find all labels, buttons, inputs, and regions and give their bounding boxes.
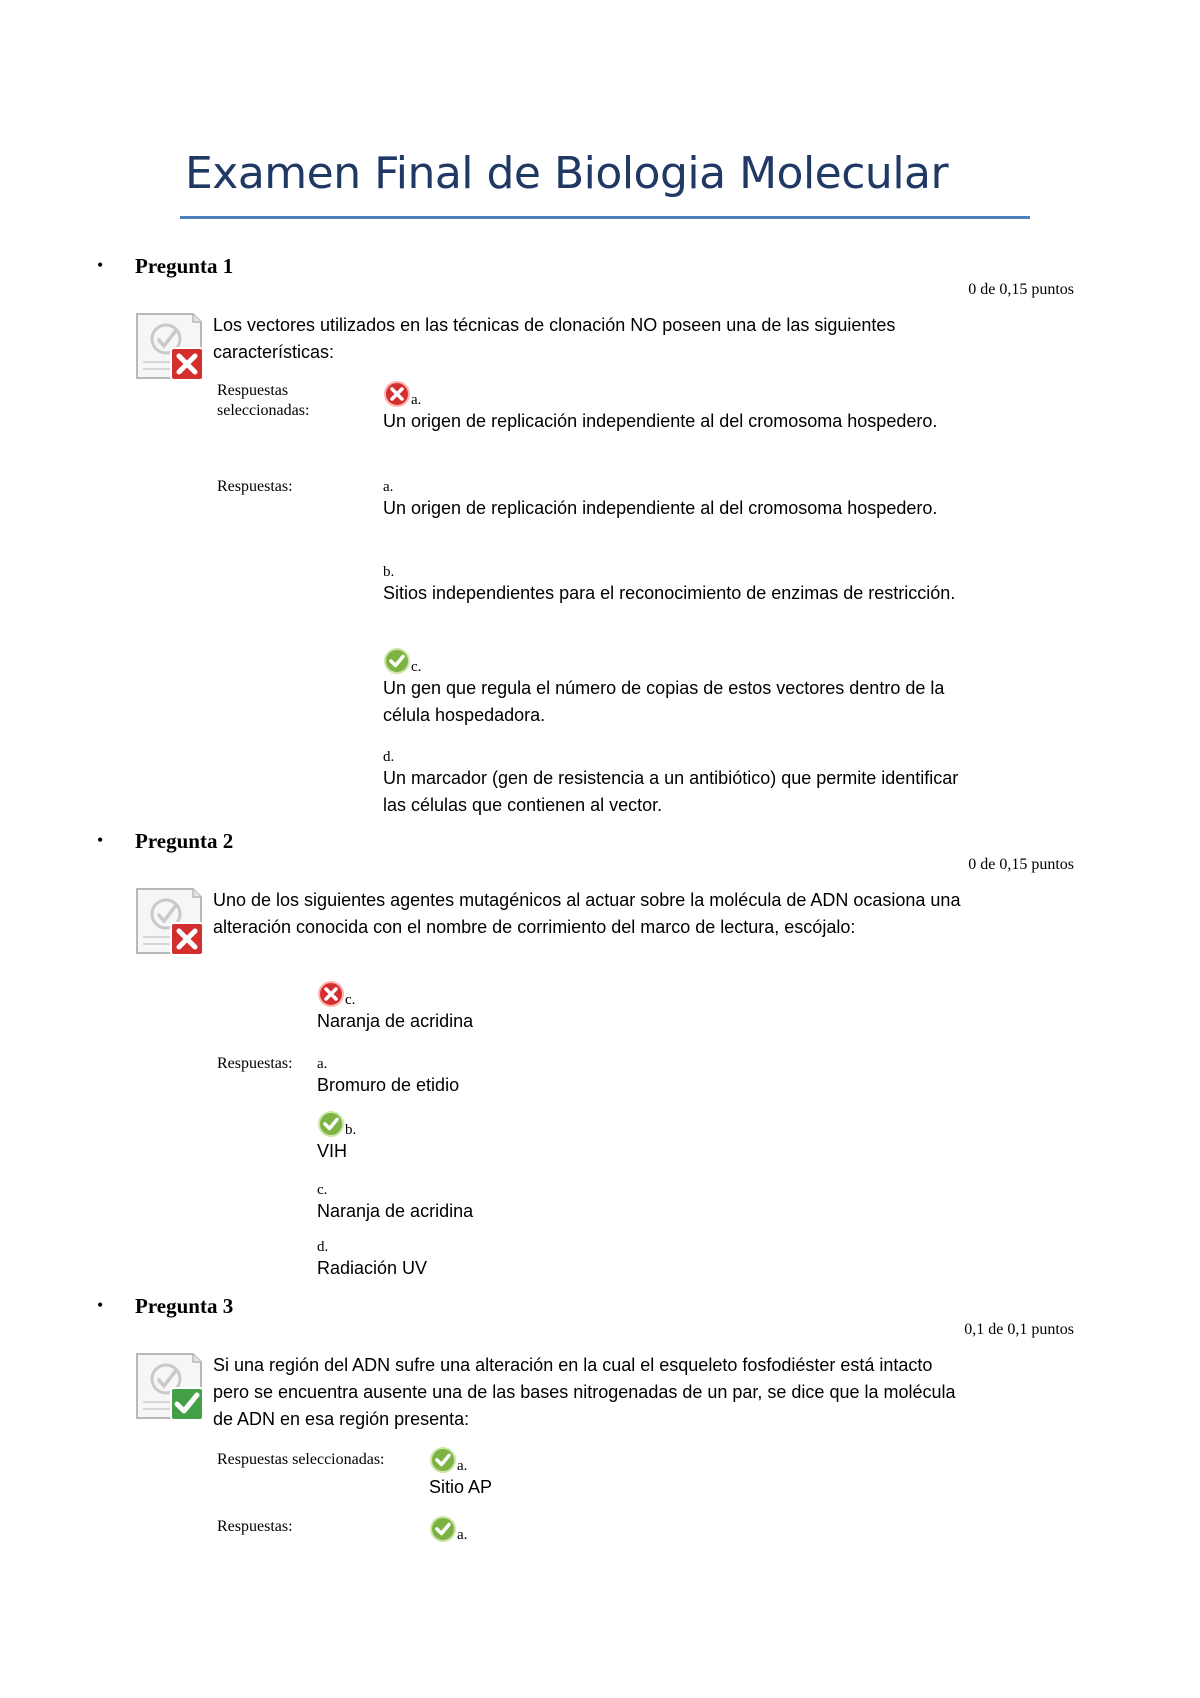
answer-text: Un origen de replicación independiente al del cromosoma hospedero. xyxy=(383,411,938,431)
check-circle-icon xyxy=(429,1515,457,1543)
answer-text: Un gen que regula el número de copias de estos vectores dentro de la célula hospedadora. xyxy=(383,678,945,725)
answer-text: Naranja de acridina xyxy=(317,1201,474,1221)
bullet: • xyxy=(97,830,104,850)
answer-option-correct xyxy=(317,1110,917,1165)
question-title: Pregunta 2 xyxy=(135,829,234,853)
answer-letter: b. xyxy=(345,1122,357,1138)
answer-letter: c. xyxy=(411,659,422,675)
title-underline xyxy=(180,216,1030,219)
answer-option xyxy=(383,552,983,607)
answer-letter: a. xyxy=(317,1056,328,1072)
answer-option-correct xyxy=(429,1515,989,1543)
answer-letter: a. xyxy=(457,1527,468,1543)
answer-letter: d. xyxy=(383,749,395,765)
question-points: 0 de 0,15 puntos xyxy=(968,281,1074,298)
answers-label: Respuestas: xyxy=(217,478,293,495)
answer-text: Un origen de replicación independiente al del cromosoma hospedero. xyxy=(383,498,938,518)
answers-label: Respuestas: xyxy=(217,1518,293,1535)
answer-text: Sitio AP xyxy=(429,1477,493,1497)
answer-letter: a. xyxy=(457,1458,468,1474)
answer-option xyxy=(317,1170,917,1225)
answer-letter: d. xyxy=(317,1239,329,1255)
answer-option xyxy=(317,1227,917,1282)
grade-incorrect-icon xyxy=(135,312,205,382)
answer-text: Radiación UV xyxy=(317,1258,428,1278)
question-text: Los vectores utilizados en las técnicas de clonación NO poseen una de las siguientes características: xyxy=(213,315,896,362)
answer-letter: a. xyxy=(411,392,422,408)
answer-text: VIH xyxy=(317,1141,348,1161)
x-circle-icon xyxy=(317,980,345,1008)
selected-answer xyxy=(429,1446,989,1501)
answer-letter: a. xyxy=(383,479,394,495)
answer-option xyxy=(317,1044,917,1099)
answer-letter: c. xyxy=(317,1182,328,1198)
bullet: • xyxy=(97,255,104,275)
check-circle-icon xyxy=(383,647,411,675)
check-circle-icon xyxy=(429,1446,457,1474)
selected-answer xyxy=(317,980,917,1035)
question-text: Si una región del ADN sufre una alteración en la cual el esqueleto fosfodiéster está intacto pero se encuentra ausente una de las bases nitrogenadas de un par, se dice que la molécula de ADN en esa región presenta: xyxy=(213,1355,956,1429)
selected-answers-label: Respuestas seleccionadas: xyxy=(217,382,310,419)
question-text: Uno de los siguientes agentes mutagénicos al actuar sobre la molécula de ADN ocasiona una alteración conocida con el nombre de corrimiento del marco de lectura, escójalo: xyxy=(213,890,961,937)
answer-text: Bromuro de etidio xyxy=(317,1075,460,1095)
question-points: 0 de 0,15 puntos xyxy=(968,856,1074,873)
question-title: Pregunta 3 xyxy=(135,1294,234,1318)
selected-answers-label: Respuestas seleccionadas: xyxy=(217,1451,385,1468)
question-title: Pregunta 1 xyxy=(135,254,234,278)
answer-letter: b. xyxy=(383,564,395,580)
grade-correct-icon xyxy=(135,1352,205,1422)
answers-label: Respuestas: xyxy=(217,1055,293,1072)
answer-text: Sitios independientes para el reconocimiento de enzimas de restricción. xyxy=(383,583,956,603)
question-points: 0,1 de 0,1 puntos xyxy=(964,1321,1074,1338)
grade-incorrect-icon xyxy=(135,887,205,957)
page-title: Examen Final de Biologia Molecular xyxy=(185,148,949,199)
answer-option xyxy=(383,467,983,522)
check-circle-icon xyxy=(317,1110,345,1138)
answer-letter: c. xyxy=(345,992,356,1008)
answer-option-correct xyxy=(383,647,983,729)
answer-text: Naranja de acridina xyxy=(317,1011,474,1031)
selected-answer xyxy=(383,380,983,435)
x-circle-icon xyxy=(383,380,411,408)
answer-option xyxy=(383,737,983,819)
bullet: • xyxy=(97,1295,104,1315)
answer-text: Un marcador (gen de resistencia a un antibiótico) que permite identificar las células que contienen al vector. xyxy=(383,768,959,815)
